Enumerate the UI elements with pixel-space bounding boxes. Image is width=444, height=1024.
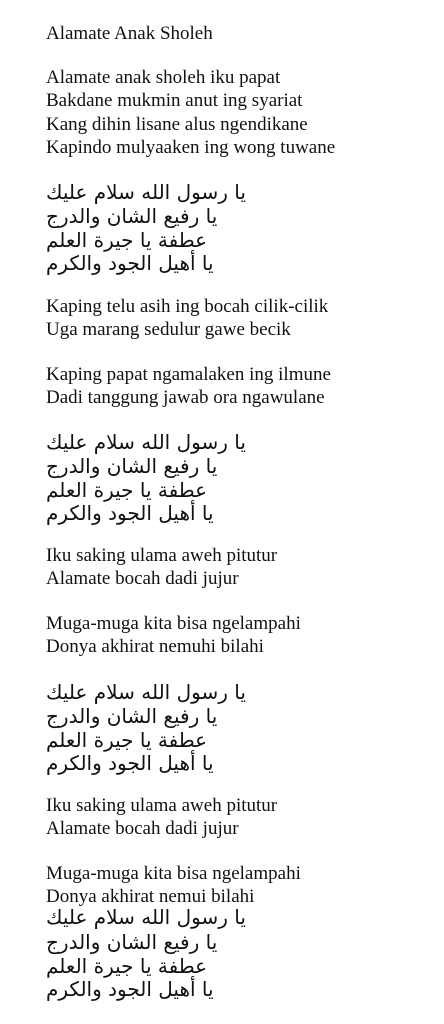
verse-line: Kaping telu asih ing bocah cilik-cilik — [46, 296, 329, 317]
verse-line: Kapindo mulyaaken ing wong tuwane — [46, 137, 336, 158]
verse-line: Muga-muga kita bisa ngelampahi — [46, 613, 301, 634]
verse-line: Dadi tanggung jawab ora ngawulane — [46, 387, 325, 408]
verse-line: Alamate bocah dadi jujur — [46, 818, 239, 839]
arabic-verse-line: يا رسول الله سلام عليك — [46, 905, 246, 929]
arabic-verse-line: يا رفيع الشان والدرج — [46, 454, 218, 478]
verse-line: Donya akhirat nemuhi bilahi — [46, 636, 264, 657]
verse-line: Iku saking ulama aweh pitutur — [46, 795, 278, 816]
page-title: Alamate Anak Sholeh — [46, 23, 213, 44]
arabic-verse-line: يا رفيع الشان والدرج — [46, 704, 218, 728]
arabic-verse-line: عطفة يا جيرة العلم — [46, 954, 208, 978]
arabic-verse-line: يا أهيل الجود والكرم — [46, 501, 214, 525]
arabic-verse-line: يا رفيع الشان والدرج — [46, 930, 218, 954]
verse-line: Muga-muga kita bisa ngelampahi — [46, 863, 301, 884]
verse-line: Alamate anak sholeh iku papat — [46, 67, 281, 88]
verse-line: Kang dihin lisane alus ngendikane — [46, 114, 308, 135]
arabic-verse-line: يا أهيل الجود والكرم — [46, 751, 214, 775]
verse-line: Iku saking ulama aweh pitutur — [46, 545, 278, 566]
arabic-verse-line: عطفة يا جيرة العلم — [46, 728, 208, 752]
verse-line: Bakdane mukmin anut ing syariat — [46, 90, 303, 111]
arabic-verse-line: يا رسول الله سلام عليك — [46, 680, 246, 704]
arabic-verse-line: يا أهيل الجود والكرم — [46, 977, 214, 1001]
arabic-verse-line: يا رفيع الشان والدرج — [46, 204, 218, 228]
verse-line: Uga marang sedulur gawe becik — [46, 319, 291, 340]
verse-line: Kaping papat ngamalaken ing ilmune — [46, 364, 331, 385]
arabic-verse-line: عطفة يا جيرة العلم — [46, 228, 208, 252]
verse-line: Alamate bocah dadi jujur — [46, 568, 239, 589]
arabic-verse-line: يا رسول الله سلام عليك — [46, 180, 246, 204]
verse-line: Donya akhirat nemui bilahi — [46, 886, 255, 907]
arabic-verse-line: يا رسول الله سلام عليك — [46, 430, 246, 454]
arabic-verse-line: يا أهيل الجود والكرم — [46, 251, 214, 275]
arabic-verse-line: عطفة يا جيرة العلم — [46, 478, 208, 502]
